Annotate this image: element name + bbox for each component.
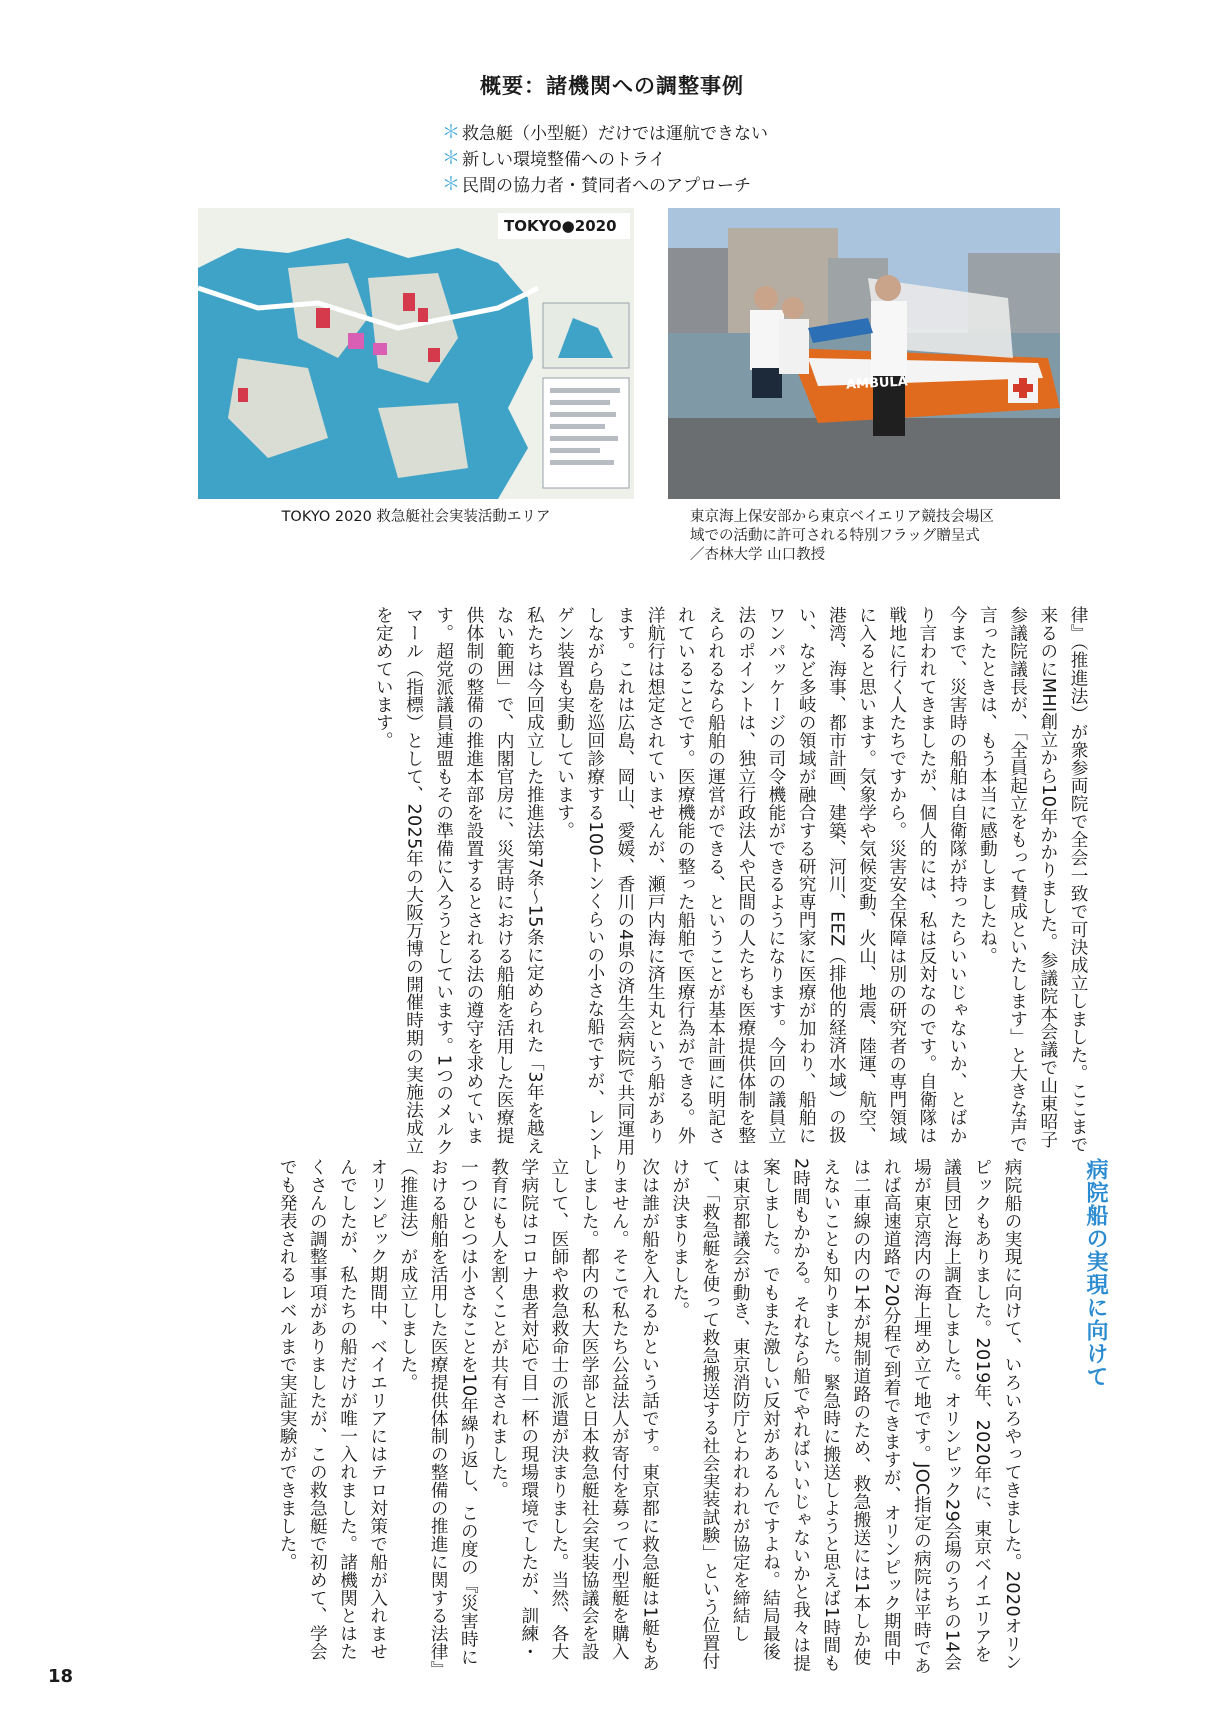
boat-hull-text: AMBULA: [845, 374, 909, 393]
article-paragraph: 今まで、災害時の船舶は自衛隊が持ったらいいじゃないか、とばかり言われてきましたが、個人的には、私は反対なのです。自衛隊は戦地に行く人たちですから。災害安全保障は別の研究者の専門領域に入ると思います。気象学や気候変動、火山、地震、陸運、航空、港湾、海事、都市計画、建築、河川、EEZ（排他的経済水域）の扱い、など多岐の領域が融合する研究専門家に医療が加わり、船舶にワンパッケージの司令機能ができるようになります。今回の議員立法のポイントは、独立行政法人や民間の人たちも医療提供体制を整えられるなら船舶の運営ができる、ということが基本計画に明記されていることです。医療機能の整った船舶で医療行為ができる。外洋航行は想定されていませんが、瀬戸内海に済生丸という船があります。これは広島、岡山、愛媛、香川の4県の済生会病院で共同運用しながら島を巡回診療する100トンくらいの小さな船ですが、レントゲン装置も実動しています。: [554, 606, 968, 1162]
article-paragraph: 次は誰が船を入れるかという話です。東京都に救急艇は1艇もありません。そこで私たち公益法人が寄付を募って小型艇を購入しました。都内の私大医学部と日本救急艇社会実装協議会を設立して、医師や救急救命士の派遣が決まりました。当然、各大学病院はコロナ患者対応で目一杯の現場環境でしたが、訓練・教育にも人を割くことが共有されました。: [488, 1158, 660, 1673]
asterisk-icon: ＊: [442, 148, 460, 169]
article-paragraph: 病院船の実現に向けて、いろいろやってきました。2020オリンピックもありました。2019年、2020年に、東京ベイエリアを議員団と海上調査しました。オリンピック29会場のうちの14会場が東京湾内の海上埋め立て地です。JOC指定の病院は平時であれば高速道路で20分程で到着できますが、オリンピック期間中は二車線の内の1本が規制道路のため、救急搬送には1本しか使えないことも知りました。緊急時に搬送しようと思えば1時間も2時間もかかる。それなら船でやればいいじゃないかと我々は提案しました。でもまた激しい反対があるんですよね。結局最後は東京都議会が動き、東京消防庁とわれわれが協定を締結して、「救急艇を使って救急搬送する社会実装試験」という位置付けが決まりました。: [669, 1158, 1022, 1676]
photo-caption-line: ／杏林大学 山口教授: [690, 547, 826, 563]
page-number: 18: [48, 1666, 74, 1687]
article-paragraph: 律』（推進法）が衆参両院で全会一致で可決成立しました。ここまで来るのにMHI創立から10年かかりました。参議院本会議で山東昭子参議院議長が、「全員起立をもって賛成といたします」と大きな声で言ったときは、もう本当に感動しましたね。: [977, 606, 1088, 1154]
section-heading: 病院船の実現に向けて: [1083, 1158, 1108, 1388]
asterisk-icon: ＊: [442, 122, 460, 143]
map-figure: [198, 208, 634, 499]
tokyo-2020-logo-text: TOKYO●2020: [504, 217, 617, 235]
bullet-item: [442, 170, 768, 196]
photo-caption-line: 東京海上保安部から東京ベイエリア競技会場区: [690, 509, 994, 525]
article-bottom-block: [277, 1158, 1027, 1678]
photo-caption: [690, 508, 1060, 565]
ceremony-photo-image: [668, 208, 1060, 499]
bullet-text: 民間の協力者・賛同者へのアプローチ: [462, 175, 751, 196]
slide-title: 概要：諸機関への調整事例: [480, 74, 744, 98]
tokyo-bay-map-image: [198, 208, 634, 499]
slide-bullet-list: [442, 118, 768, 196]
bullet-item: [442, 118, 768, 144]
map-caption: TOKYO 2020 救急艇社会実装活動エリア: [281, 509, 551, 525]
article-paragraph: 私たちは今回成立した推進法第7条～15条に定められた「3年を越えない範囲」で、内閣官房に、災害時における船舶を活用した医療提供体制の整備の推進本部を設置するとされる法の遵守を求めています。超党派議員連盟もその準備に入ろうとしています。1つのメルクマール（指標）として、2025年の大阪万博の開催時期の実施法成立を定めています。: [373, 606, 545, 1157]
article-paragraph: オリンピック期間中、ベイエリアにはテロ対策で船が入れませんでしたが、私たちの船だけが唯一入れました。諸機関とはたくさんの調整事項がありましたが、この救急艇で初めて、学会でも発表されるレベルまで実証実験ができました。: [277, 1158, 388, 1661]
bullet-text: 新しい環境整備へのトライ: [462, 149, 666, 170]
article-top-block: [113, 606, 1093, 1162]
flag-ceremony-photo: [668, 208, 1060, 499]
asterisk-icon: ＊: [442, 174, 460, 195]
bullet-text: 救急艇（小型艇）だけでは運航できない: [462, 123, 768, 144]
bullet-item: [442, 144, 768, 170]
article-paragraph: 一つひとつは小さなことを10年繰り返し、この度の『災害時における船舶を活用した医療提供体制の整備の推進に関する法律』（推進法）が成立しました。: [397, 1158, 479, 1670]
photo-caption-line: 域での活動に許可される特別フラッグ贈呈式: [690, 528, 980, 544]
